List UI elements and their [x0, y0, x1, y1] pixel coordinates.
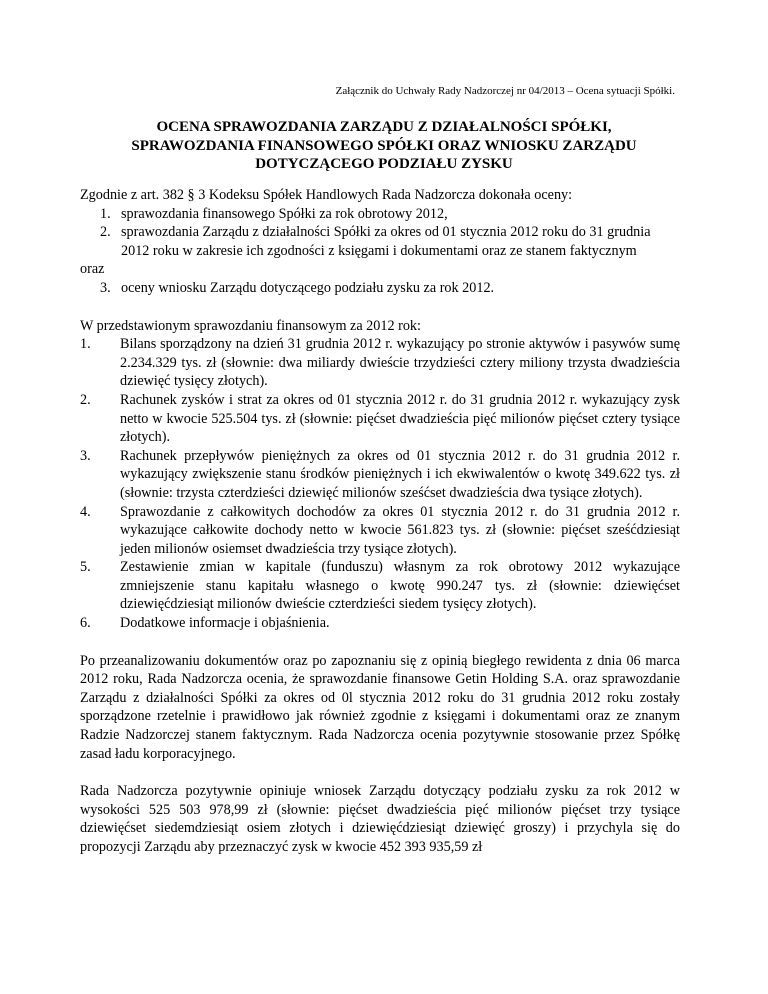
list-text: Bilans sporządzony na dzień 31 grudnia 2012 r. wykazujący po stronie aktywów i pasywów sumę 2.234.329 tys. zł (słownie: dwa miliardy dwieście trzydzieści cztery miliony trzysta dwadzieścia dziewięć tysięcy złotych). [120, 336, 680, 390]
financial-list-item [80, 335, 680, 391]
list-text: Dodatkowe informacje i objaśnienia. [120, 615, 330, 632]
financial-list-item [80, 558, 680, 614]
title-line: OCENA SPRAWOZDANIA ZARZĄDU Z DZIAŁALNOŚCI SPÓŁKI, [156, 119, 612, 135]
list-number: 2. [80, 391, 91, 408]
intro-list-item [80, 279, 680, 298]
list-text: Sprawozdanie z całkowitych dochodów za okres 01 stycznia 2012 r. do 31 grudnia 2012 r. wykazujące całkowite dochody netto w kwocie 561.823 tys. zł (słownie: pięćset sześćdziesiąt jeden milionów osiemset dwadzieścia trzy tysiące złotych). [120, 503, 680, 557]
financial-list-item [80, 447, 680, 503]
profit-paragraph: Rada Nadzorcza pozytywnie opiniuje wniosek Zarządu dotyczący podziału zysku za rok 2012 w wysokości 525 503 978,99 zł (słownie: pięćset dwadzieścia pięć milionów pięćset trzy tysiące dziewięćset siedemdziesiąt osiem złotych i dziewięćdziesiąt dziewięć groszy) i przychyla się do propozycji Zarządu aby przeznaczyć zysk w kwocie 452 393 935,59 zł [80, 783, 680, 855]
document-title [80, 118, 688, 174]
list-number: 1. [100, 205, 111, 222]
oraz-word: oraz [80, 261, 105, 278]
list-text: sprawozdania Zarządu z działalności Spółki za okres od 01 stycznia 2012 roku do 31 grudnia 2012 roku w zakresie ich zgodności z księgami i dokumentami oraz ze stanem faktycznym [121, 224, 651, 259]
title-line: SPRAWOZDANIA FINANSOWEGO SPÓŁKI ORAZ WNIOSKU ZARZĄDU [131, 137, 637, 154]
intro-list-item [80, 223, 680, 260]
financial-list-item [80, 391, 680, 447]
intro-list-item [80, 205, 680, 224]
document-body [80, 186, 680, 857]
financial-list-item [80, 614, 680, 633]
list-number: 6. [80, 615, 91, 632]
attachment-note: Załącznik do Uchwały Rady Nadzorczej nr 04/2013 – Ocena sytuacji Spółki. [335, 85, 675, 97]
list-number: 4. [80, 503, 91, 520]
list-number: 5. [80, 559, 91, 576]
list-number: 3. [100, 279, 111, 296]
intro-paragraph: Zgodnie z art. 382 § 3 Kodeksu Spółek Handlowych Rada Nadzorcza dokonała oceny: [80, 187, 573, 203]
list-text: oceny wniosku Zarządu dotyczącego podziału zysku za rok 2012. [121, 279, 495, 296]
list-text: sprawozdania finansowego Spółki za rok obrotowy 2012, [121, 205, 448, 222]
list-number: 2. [100, 224, 111, 241]
financial-list-item [80, 503, 680, 559]
list-text: Rachunek zysków i strat za okres od 01 stycznia 2012 r. do 31 grudnia 2012 r. wykazujący zysk netto w kwocie 525.504 tys. zł (słownie: pięćset dwadzieścia pięć milionów pięćset cztery tysiące złotych). [120, 391, 680, 446]
list-number: 1. [80, 336, 91, 353]
list-number: 3. [80, 447, 91, 464]
list-text: Rachunek przepływów pieniężnych za okres od 01 stycznia 2012 r. do 31 grudnia 2012 r. wykazujący zwiększenie stanu środków pieniężnych i ich ekwiwalentów o kwotę 349.622 tys. zł (słownie: trzysta czterdzieści dziewięć milionów sześćset dwadzieścia dwa tysiące złotych). [120, 447, 680, 501]
list-text: Zestawienie zmian w kapitale (funduszu) własnym za rok obrotowy 2012 wykazujące zmniejszenie stanu kapitału własnego o kwotę 990.247 tys. zł (słownie: dziewięćset dziewięćdziesiąt milionów dwieście czterdzieści siedem tysięcy złotych). [120, 559, 680, 613]
financial-intro: W przedstawionym sprawozdaniu finansowym za 2012 rok: [80, 317, 421, 334]
assessment-paragraph: Po przeanalizowaniu dokumentów oraz po zapoznaniu się z opinią biegłego rewidenta z dnia 06 marca 2012 roku, Rada Nadzorcza ocenia, że sprawozdanie finansowe Getin Holding S.A. oraz sprawozdanie Zarządu z działalności Spółki za okres od 0l stycznia 2012 roku do 31 grudnia 2012 roku zostały sporządzone rzetelnie i prawidłowo jak również zgodnie z księgami i dokumentami oraz ze znanym Radzie Nadzorczej stanem faktycznym. Rada Nadzorcza ocenia pozytywnie stosowanie przez Spółkę zasad ładu korporacyjnego. [80, 652, 680, 762]
title-line: DOTYCZĄCEGO PODZIAŁU ZYSKU [255, 156, 513, 172]
